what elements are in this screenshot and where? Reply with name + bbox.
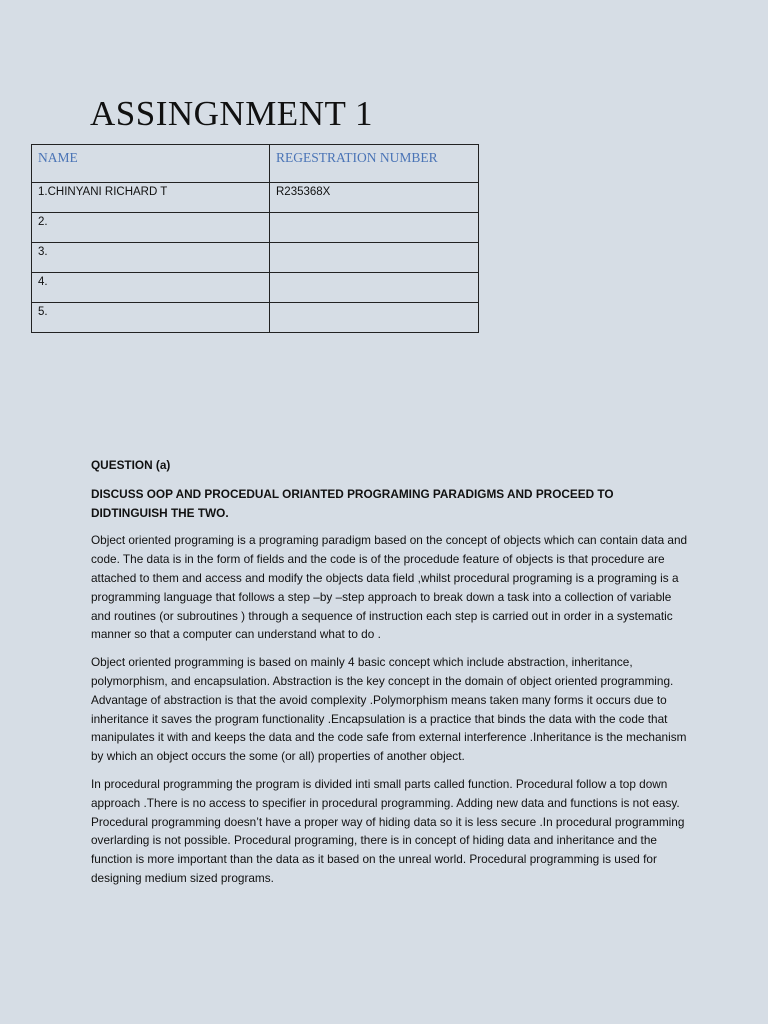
answer-body [91, 456, 691, 897]
table-row [32, 243, 479, 273]
table-row [32, 303, 479, 333]
table-header-row [32, 145, 479, 183]
table-row [32, 183, 479, 213]
registration-table [31, 144, 479, 333]
regnumber-cell [270, 303, 479, 333]
name-cell: 4. [32, 273, 270, 303]
table-row [32, 213, 479, 243]
name-column-header: NAME [32, 145, 270, 183]
regnumber-cell [270, 243, 479, 273]
name-cell: 2. [32, 213, 270, 243]
assignment-title: ASSINGNMENT 1 [90, 94, 373, 133]
name-cell: 1.CHINYANI RICHARD T [32, 183, 270, 213]
regnumber-cell: R235368X [270, 183, 479, 213]
regnumber-cell [270, 213, 479, 243]
paragraph-procedural: In procedural programming the program is divided inti small parts called function. Procedural follow a top down approach .There is no access to specifier in procedural programming. Adding new data and functions is not easy. Procedural programming doesn’t have a proper way of hiding data so it is less secure .In procedural programming overlarding is not possible. Procedural programing, there is in concept of hiding data and inheritance and the function is more important than the data as it based on the unreal world. Procedural programming is used for designing medium sized programs. [91, 776, 685, 885]
regnumber-column-header: REGESTRATION NUMBER [270, 145, 479, 183]
question-text: DISCUSS OOP AND PROCEDUAL ORIANTED PROGRAMING PARADIGMS AND PROCEED TO DIDTINGUISH THE TWO. [91, 486, 614, 520]
paragraph-oop-overview: Object oriented programing is a programing paradigm based on the concept of objects which can contain data and code. The data is in the form of fields and the code is of the procedude feature of objects is that procedure are attached to them and access and modify the objects data field ,whilst procedural programing is a programing is a programming language that follows a step –by –step approach to break down a task into a collection of variable and routines (or subroutines ) through a sequence of instruction each step is carried out in order in a systematic manner so that a computer can understand what to do . [91, 533, 688, 642]
name-cell: 3. [32, 243, 270, 273]
regnumber-cell [270, 273, 479, 303]
table-row [32, 273, 479, 303]
paragraph-oop-concepts: Object oriented programming is based on mainly 4 basic concept which include abstraction, inheritance, polymorphism, and encapsulation. Abstraction is the key concept in the domain of object oriented programming. Advantage of abstraction is that the avoid complexity .Polymorphism means taken many forms it occurs due to inheritance it saves the program functionality .Encapsulation is a practice that binds the data with the code that manipulates it with and keeps the data and the code safe from external interference .Inheritance is the mechanism by which an object occurs the some (or all) properties of another object. [91, 655, 687, 764]
name-cell: 5. [32, 303, 270, 333]
question-label: QUESTION (a) [91, 458, 171, 472]
